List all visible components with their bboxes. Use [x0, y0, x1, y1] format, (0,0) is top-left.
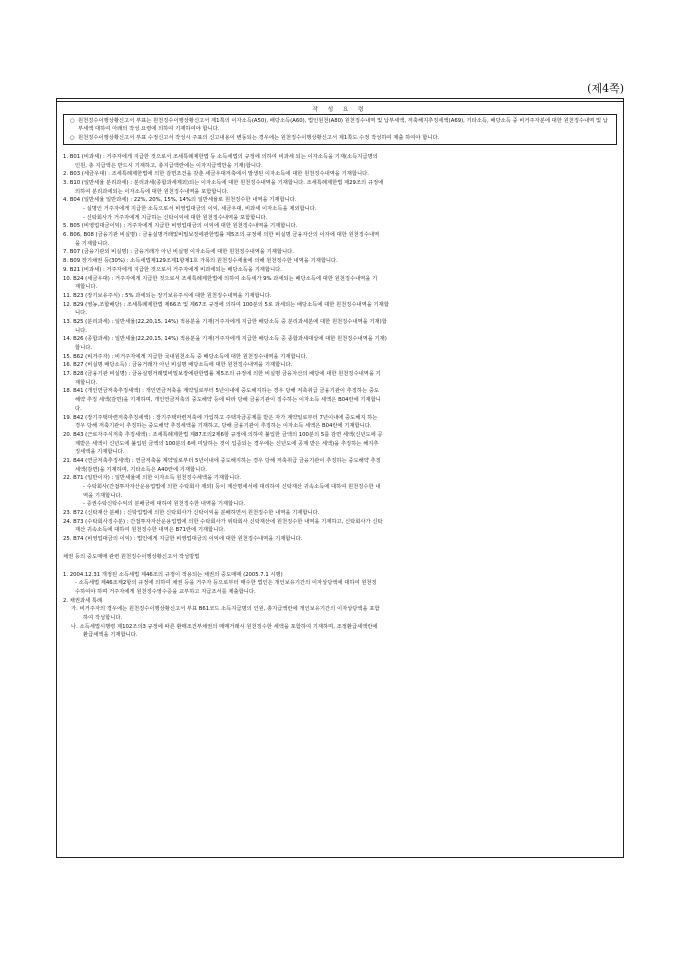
instruction-line: 해약 추징 세액(감면)을 기재하며, 개인연금저축의 중도해약 등에 따라 당해 금융기관이 징수하는 이자소득 세액은 B04란에 기재합니	[75, 397, 381, 404]
instruction-line: 22. B71 (일반이자) : 일반세율에 의한 이자소득 원천징수세액을 기재합니다.	[63, 475, 242, 482]
section-line: 채권 등의 중도매매 관련 원천징수이행상황신고서 작성방법	[63, 553, 200, 560]
instruction-line: - 실명인 거주자에게 지급한 소득으로서 비영업대금의 이익, 세금우대, 비과세 이자소득을 제외합니다.	[83, 206, 317, 213]
notice-item	[70, 117, 610, 134]
notice-text: 하여야 합니다.	[405, 134, 440, 141]
instruction-line: 세액(감면)을 기재하며, 기타소득은 A40란에 기재합니다.	[75, 466, 208, 473]
document-heading: 작 성 요 령	[312, 107, 368, 113]
instruction-line: 제받은 세액이 신년도에 불입된 금액의 100분의 6에 미달하는 것이 입증되는 경우에는 신년도에 공제 받은 세액)을 추징하는 해지추	[75, 440, 379, 447]
instructions-frame	[56, 98, 624, 858]
frame-top-rule	[57, 101, 623, 102]
instruction-line: 니다.	[75, 327, 87, 334]
notice-text: 원천징수이행상황신고서 부표는 원천징수이행상황신고서 제1쪽의 이자소득(A50), 배당소득(A60), 법인원천(A80) 원천징수내역	[78, 118, 376, 124]
notice-text: 및 납부세액, 저축해지추징세액(A69), 기타소득, 배당소득 중 비거주자분에 대한 원천징수내역 및 납부세액 대하여 아래의 작성	[78, 118, 608, 133]
instruction-line: 17. B28 (금융기관 비실명) : 금융실명거래및비밀보장에관한법률 제5조의 규정에 의한 비실명 금융자산의 배당에 대한 원천징수내역을 기	[63, 371, 381, 378]
instruction-line: 인원, 총 지급액은 반드시 기재하고, 총지급액란에는 이자지급액만을 기재)합니다.	[75, 162, 263, 169]
circle-bullet-icon: ○	[70, 118, 75, 124]
instruction-line: - 증권수탁신탁수익의 분배금에 대하여 원천징수한 내역을 기재합니다.	[83, 501, 246, 508]
instruction-line: 역을 기재합니다.	[83, 492, 123, 499]
instruction-line: - 소득세법 제46조제2항의 규정에 의하여 채권 등을 거주자 등으로부터 매수한 법인은 개인보유기간의 이자상당액에 대하여 원천징	[75, 580, 377, 587]
instruction-line: 6. B06, B08 (금융기관 비실명) : 금융실명거래및비밀보장에관한법률 제5조의 규정에 의한 비실명 금융자산의 이자에 대한 원천징수내역	[63, 232, 380, 239]
instruction-line: 니다.	[75, 310, 87, 317]
instruction-line: 4. B04 (일반세율 일반과세) : 22%, 20%, 15%, 14%의 일반세율로 원천징수한 내역을 기재합니다.	[63, 197, 297, 204]
instruction-line: 13. B25 (분리과세) : 일반세율(22,20,15, 14%) 적용분을 기재(거주자에게 지급한 배당소득 중 분리과세분에 대한 원천징수내역을 기재)합	[63, 318, 387, 325]
instruction-line: 재합니다.	[75, 284, 98, 291]
instruction-line: 25. B74 (비영업대금의 이익) : 법인에게 지급한 비영업대금의 이익에 대한 원천징수내역을 기재합니다.	[63, 536, 303, 543]
instruction-line: 24. B73 (수탁회사징수분) : 간접투자자산운용업법에 의한 수탁회사가 위탁회사 신탁재산에 원천징수한 내역을 기재하고, 신탁회사가 신탁	[63, 518, 383, 525]
instruction-line: 18. B41 (개인연금저축추징세액) : 개인연금저축을 계약일로부터 5년이내에 중도해지하는 경우 당해 저축취급 금융기관이 추징하는 중도	[63, 388, 380, 395]
instruction-line: 경우 당해 저축기관이 추징하는 중도해약 추징세액을 기재하고, 당해 금융기관이 추징하는 이자소득 세액은 B04란에 기재합니다.	[75, 423, 372, 430]
instruction-line: 16. B27 (비실명 배당소득) : 금융거래가 아닌 비실명 배당소득에 대한 원천징수내역을 기재합니다.	[63, 362, 293, 369]
instruction-line: 1. B01 (비과세) : 거주자에게 지급한 것으로서 조세특례제한법 등 소득세법의 규정에 의하여 비과세 되는 이자소득을 기재(소득지급명의	[63, 153, 378, 160]
instruction-line: 수하여야 하며 거주자에게 원천징수영수증을 교부하고 지급조서를 제출합니다.	[75, 588, 256, 595]
instruction-line: 환급세액을 기재합니다.	[83, 632, 138, 639]
instruction-line: - 수탁회사(간접투자자산운용업법에 의한 수탁회사 제외) 등이 계산명세서에 대리하여 신탁재산 귀속소득에 대하여 원천징수한 내	[83, 484, 381, 491]
instruction-line: 9. B21 (비과세) : 거주자에게 지급한 것으로서 거주자에게 비과세되는 배당소득을 기재합니다.	[63, 266, 282, 273]
notice-box	[63, 114, 617, 145]
instruction-line: 10. B24 (세금우대) : 거주자에게 지급한 것으로서 조세특례제한법에 의하여 소득세가 9% 과세되는 배당소득에 대한 원천징수내역을 기	[63, 275, 378, 282]
instruction-line: 징세액을 기재합니다.	[75, 449, 125, 456]
instruction-line: 나. 소득세법시행령 제102조의3 규정에 따른 환매조건부채권의 매매거래시 원천징수한 세액을 포함하여 기재하며, 조정환급세액란에	[71, 623, 378, 630]
instruction-line: 21. B44 (연금저축추징세액) : 연금저축을 계약일로부터 5년이내에 중도해지하는 경우 당해 저축취급 금융기관이 추징하는 중도해약 추징	[63, 457, 381, 464]
instruction-line: 하여 작성합니다.	[83, 614, 123, 621]
instruction-line: 23. B72 (신탁재산 분배) : 신탁업법에 의한 신탁회사가 신탁이익을 분배하면서 원천징수한 내역을 기재합니다.	[63, 510, 320, 517]
instruction-line: 5. B05 (비영업대금이익) : 거주자에게 지급한 비영업대금의 이익에 대한 원천징수내역을 기재합니다.	[63, 223, 298, 230]
instruction-line: 의하여 분리과세되는 이자소득에 대한 원천징수내역을 포함합니다.	[75, 188, 229, 195]
instruction-line: 을 기재합니다.	[75, 240, 110, 247]
instruction-line: - 신탁회사가 거주자에게 지급하는 신탁이익에 대한 원천징수내역을 포함합니다.	[83, 214, 268, 221]
instruction-line: 19. B42 (장기주택마련저축추징세액) : 장기주택마련저축에 가입하고 주택자금공제를 받은 자가 계약일로부터 7년이내에 중도해지 하는	[63, 414, 378, 421]
instruction-line: 재합니다.	[75, 379, 98, 386]
instruction-line: 가. 비거주자의 경우에는 원천징수이행상황신고서 부표 B61코드 소득지급명의 인원, 총지급액란에 개인보유기간의 이자상당액을 포함	[71, 606, 380, 613]
notice-text: 원천징수이행상황신고서 부표 수정신고서 작성시 주표의 신고내용이 변동되는 경우에는 원천징수이행상황신고서 제1쪽도 수정 작성하여 제출	[78, 134, 404, 141]
instruction-line: 15. B62 (비거주자) : 비거주자에게 지급한 국내원천소득 중 배당소득에 대한 원천징수내역을 기재합니다.	[63, 353, 308, 360]
instruction-line: 재산 귀속소득에 대하여 원천징수한 내역은 B71란에 기재합니다.	[75, 527, 226, 534]
instruction-line: 2. 채권과세 특례	[63, 597, 103, 604]
instructions-body	[57, 145, 623, 640]
instruction-line: 12. B29 (영농,조합배당) : 조세특례제한법 제66조 및 제67조 규정에 의하여 100분의 5로 과세되는 배당소득에 대한 원천징수내역을 기재합	[63, 301, 389, 308]
instruction-line: 2. B03 (세금우대) : 조세특례제한법에 의한 감면조건을 갖춘 세금우대저축에서 발생된 이자소득에 대한 원천징수내역을 기재합니다.	[63, 171, 369, 178]
instruction-line: 8. B09 장기채권 등(30%) : 소득세법제129조제1항제1호 가목의 원천징수세율에 의해 원천징수한 내역을 기재합니다.	[63, 258, 338, 265]
instruction-line: 20. B43 (근로자주식저축 추징세액) : 조세특례제한법 제87조의2제6항 규정에 의하여 불입한 금액의 100분의 5를 감면 세액(신년도에 공	[63, 431, 383, 438]
notice-item	[70, 134, 610, 142]
circle-bullet-icon: ○	[70, 134, 75, 141]
page-number: (제4쪽)	[587, 82, 624, 95]
instruction-line: 11. B23 (장기보유주식) : 5% 과세되는 장기보유주식에 대한 원천징수내역을 기재합니다.	[63, 292, 272, 299]
section-line: 1. 2004.12.31 개정된 소득세법 제46조의 규정이 적용되는 채권의 중도매매 (2005.7.1 시행)	[63, 571, 283, 578]
instruction-line: 3. B10 (일반세율 분리과세) : 분리과세(종합과세제외)되는 이자소득에 대한 원천징수내역을 기재합니다. 조세특례제한법 제29조의 규정에	[63, 179, 384, 186]
instruction-line: 다.	[75, 405, 82, 412]
instruction-line: 7. B07 (금융기관외 비실명) : 금융거래가 아닌 비실명 이자소득에 대한 원천징수내역을 기재합니다.	[63, 249, 294, 256]
notice-text: 요령에 의하여 기재하여야 합니다.	[141, 126, 220, 133]
instruction-line: 14. B26 (종합과세) : 일반세율(22,20,15, 14%) 적용분을 기재(거주자에게 지급한 배당소득 중 종합과세대상에 대한 원천징수내역을 기재)	[63, 336, 387, 343]
instruction-line: 합니다.	[75, 345, 93, 352]
